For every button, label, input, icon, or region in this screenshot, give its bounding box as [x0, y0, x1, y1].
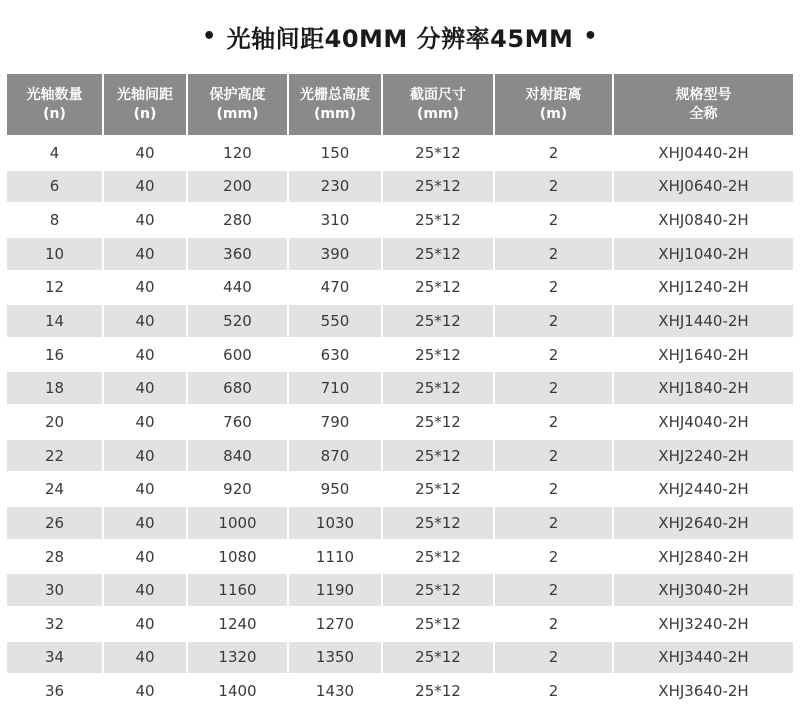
cell-protection-height: 1000: [187, 506, 288, 540]
cell-model: XHJ1440-2H: [613, 304, 793, 338]
cell-model: XHJ0440-2H: [613, 136, 793, 170]
cell-protection-height: 840: [187, 439, 288, 473]
cell-beam-spacing: 40: [103, 607, 187, 641]
cell-range: 2: [494, 338, 613, 372]
cell-range: 2: [494, 506, 613, 540]
title-bullet-left: •: [202, 23, 217, 49]
cell-section-size: 25*12: [382, 203, 494, 237]
cell-section-size: 25*12: [382, 573, 494, 607]
cell-model: XHJ2840-2H: [613, 540, 793, 574]
cell-protection-height: 360: [187, 237, 288, 271]
table-row: [7, 506, 793, 540]
cell-beam-spacing: 40: [103, 203, 187, 237]
cell-beam-spacing: 40: [103, 170, 187, 204]
cell-model: XHJ1840-2H: [613, 371, 793, 405]
cell-total-height: 790: [288, 405, 382, 439]
table-row: [7, 674, 793, 707]
table-row: [7, 338, 793, 372]
cell-range: 2: [494, 674, 613, 707]
header-range: 对射距离 (m): [494, 74, 613, 136]
cell-model: XHJ3240-2H: [613, 607, 793, 641]
cell-beam-count: 28: [7, 540, 103, 574]
cell-protection-height: 1240: [187, 607, 288, 641]
cell-section-size: 25*12: [382, 439, 494, 473]
cell-beam-spacing: 40: [103, 405, 187, 439]
table-row: [7, 203, 793, 237]
cell-model: XHJ1240-2H: [613, 271, 793, 305]
table-row: [7, 540, 793, 574]
cell-beam-count: 22: [7, 439, 103, 473]
cell-total-height: 630: [288, 338, 382, 372]
header-section-size: 截面尺寸 (mm): [382, 74, 494, 136]
cell-section-size: 25*12: [382, 540, 494, 574]
cell-protection-height: 920: [187, 472, 288, 506]
cell-range: 2: [494, 371, 613, 405]
cell-beam-spacing: 40: [103, 472, 187, 506]
cell-model: XHJ4040-2H: [613, 405, 793, 439]
cell-beam-count: 10: [7, 237, 103, 271]
cell-section-size: 25*12: [382, 170, 494, 204]
cell-model: XHJ2640-2H: [613, 506, 793, 540]
cell-beam-spacing: 40: [103, 371, 187, 405]
cell-protection-height: 760: [187, 405, 288, 439]
cell-total-height: 1030: [288, 506, 382, 540]
table-row: [7, 405, 793, 439]
cell-beam-spacing: 40: [103, 540, 187, 574]
title-text: 光轴间距40MM 分辨率45MM: [226, 24, 574, 53]
cell-model: XHJ1040-2H: [613, 237, 793, 271]
cell-range: 2: [494, 271, 613, 305]
cell-range: 2: [494, 573, 613, 607]
cell-beam-spacing: 40: [103, 271, 187, 305]
cell-total-height: 710: [288, 371, 382, 405]
header-protection-height: 保护高度 (mm): [187, 74, 288, 136]
page-title: [0, 14, 800, 58]
cell-range: 2: [494, 203, 613, 237]
cell-beam-count: 16: [7, 338, 103, 372]
table-row: [7, 136, 793, 170]
cell-range: 2: [494, 405, 613, 439]
table-row: [7, 271, 793, 305]
cell-protection-height: 1320: [187, 641, 288, 675]
cell-total-height: 390: [288, 237, 382, 271]
cell-model: XHJ2240-2H: [613, 439, 793, 473]
cell-beam-count: 6: [7, 170, 103, 204]
cell-beam-spacing: 40: [103, 338, 187, 372]
header-beam-count: 光轴数量 (n): [7, 74, 103, 136]
cell-total-height: 1430: [288, 674, 382, 707]
table-row: [7, 371, 793, 405]
cell-total-height: 150: [288, 136, 382, 170]
cell-beam-count: 32: [7, 607, 103, 641]
cell-section-size: 25*12: [382, 271, 494, 305]
cell-beam-spacing: 40: [103, 641, 187, 675]
table-body: [7, 136, 793, 707]
header-total-height: 光栅总高度 (mm): [288, 74, 382, 136]
cell-total-height: 230: [288, 170, 382, 204]
cell-total-height: 1270: [288, 607, 382, 641]
cell-section-size: 25*12: [382, 674, 494, 707]
cell-protection-height: 280: [187, 203, 288, 237]
cell-total-height: 870: [288, 439, 382, 473]
cell-beam-spacing: 40: [103, 136, 187, 170]
cell-beam-spacing: 40: [103, 506, 187, 540]
cell-range: 2: [494, 439, 613, 473]
cell-section-size: 25*12: [382, 136, 494, 170]
cell-beam-count: 30: [7, 573, 103, 607]
cell-beam-count: 4: [7, 136, 103, 170]
cell-section-size: 25*12: [382, 506, 494, 540]
cell-beam-count: 26: [7, 506, 103, 540]
table-row: [7, 641, 793, 675]
cell-protection-height: 1400: [187, 674, 288, 707]
cell-beam-count: 12: [7, 271, 103, 305]
cell-model: XHJ2440-2H: [613, 472, 793, 506]
cell-section-size: 25*12: [382, 607, 494, 641]
table-row: [7, 304, 793, 338]
cell-total-height: 1110: [288, 540, 382, 574]
cell-range: 2: [494, 237, 613, 271]
cell-range: 2: [494, 304, 613, 338]
cell-beam-count: 14: [7, 304, 103, 338]
cell-section-size: 25*12: [382, 472, 494, 506]
cell-beam-spacing: 40: [103, 304, 187, 338]
cell-beam-count: 20: [7, 405, 103, 439]
table-row: [7, 607, 793, 641]
cell-model: XHJ0640-2H: [613, 170, 793, 204]
cell-protection-height: 440: [187, 271, 288, 305]
cell-beam-spacing: 40: [103, 573, 187, 607]
cell-protection-height: 520: [187, 304, 288, 338]
table-row: [7, 472, 793, 506]
cell-beam-spacing: 40: [103, 439, 187, 473]
table-row: [7, 170, 793, 204]
cell-model: XHJ3440-2H: [613, 641, 793, 675]
cell-section-size: 25*12: [382, 237, 494, 271]
cell-protection-height: 1160: [187, 573, 288, 607]
cell-total-height: 950: [288, 472, 382, 506]
cell-section-size: 25*12: [382, 371, 494, 405]
cell-range: 2: [494, 136, 613, 170]
cell-protection-height: 600: [187, 338, 288, 372]
cell-total-height: 1190: [288, 573, 382, 607]
table-row: [7, 573, 793, 607]
cell-total-height: 470: [288, 271, 382, 305]
cell-section-size: 25*12: [382, 405, 494, 439]
cell-protection-height: 1080: [187, 540, 288, 574]
cell-section-size: 25*12: [382, 641, 494, 675]
cell-beam-count: 18: [7, 371, 103, 405]
cell-total-height: 1350: [288, 641, 382, 675]
cell-protection-height: 120: [187, 136, 288, 170]
cell-model: XHJ3040-2H: [613, 573, 793, 607]
title-bullet-right: •: [583, 23, 598, 49]
header-model: 规格型号 全称: [613, 74, 793, 136]
spec-table: [7, 74, 793, 707]
cell-section-size: 25*12: [382, 304, 494, 338]
cell-range: 2: [494, 170, 613, 204]
cell-beam-count: 36: [7, 674, 103, 707]
cell-protection-height: 200: [187, 170, 288, 204]
table-header-row: [7, 74, 793, 136]
cell-section-size: 25*12: [382, 338, 494, 372]
cell-range: 2: [494, 641, 613, 675]
cell-total-height: 310: [288, 203, 382, 237]
cell-beam-count: 34: [7, 641, 103, 675]
cell-range: 2: [494, 607, 613, 641]
cell-beam-count: 8: [7, 203, 103, 237]
cell-beam-spacing: 40: [103, 674, 187, 707]
cell-model: XHJ1640-2H: [613, 338, 793, 372]
cell-model: XHJ3640-2H: [613, 674, 793, 707]
table-row: [7, 237, 793, 271]
cell-protection-height: 680: [187, 371, 288, 405]
table-row: [7, 439, 793, 473]
cell-range: 2: [494, 472, 613, 506]
header-beam-spacing: 光轴间距 (n): [103, 74, 187, 136]
cell-model: XHJ0840-2H: [613, 203, 793, 237]
cell-beam-spacing: 40: [103, 237, 187, 271]
cell-total-height: 550: [288, 304, 382, 338]
cell-beam-count: 24: [7, 472, 103, 506]
cell-range: 2: [494, 540, 613, 574]
